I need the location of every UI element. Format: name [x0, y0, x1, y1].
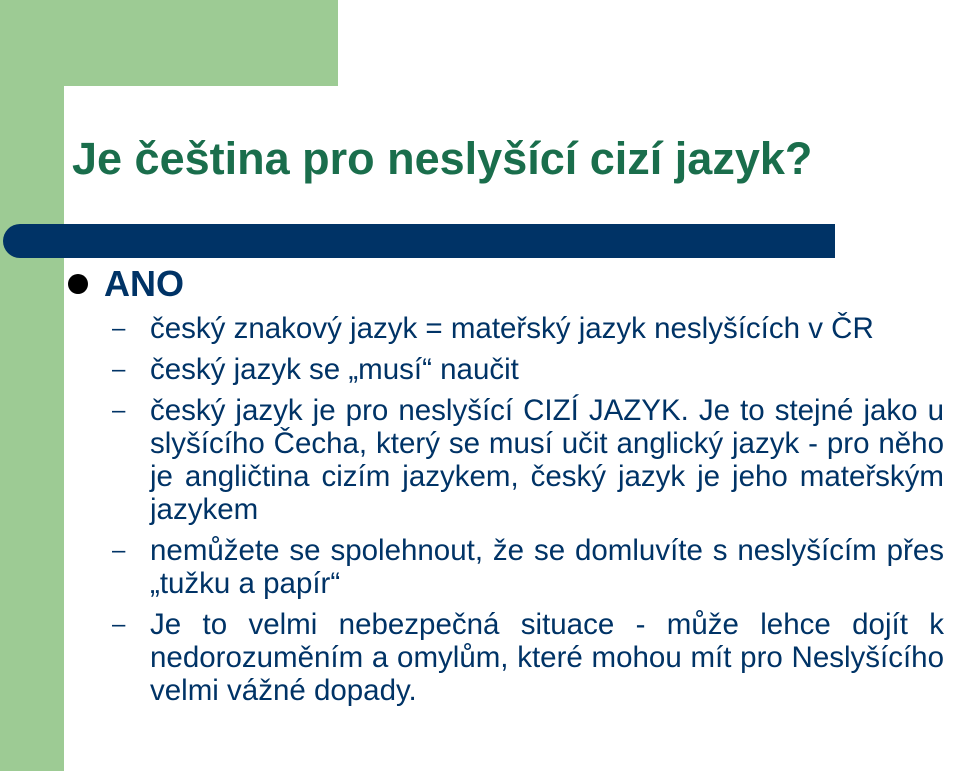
bullet-dot-icon — [68, 274, 88, 294]
dash-icon: – — [112, 611, 126, 638]
decorative-green-bar-left — [0, 0, 64, 771]
sub-bullet-list — [112, 312, 944, 715]
sub-bullet-item — [112, 608, 944, 707]
main-bullet — [68, 262, 184, 306]
title-underline-bar — [3, 224, 835, 258]
sub-bullet-text: český znakový jazyk = mateřský jazyk neslyšících v ČR — [150, 312, 874, 345]
sub-bullet-text: nemůžete se spolehnout, že se domluvíte s neslyšícím přes „tužku a papír“ — [150, 534, 944, 600]
dash-icon: – — [112, 315, 126, 342]
main-bullet-label: ANO — [104, 263, 184, 304]
sub-bullet-item — [112, 312, 944, 345]
sub-bullet-item — [112, 394, 944, 526]
sub-bullet-text: český jazyk je pro neslyšící CIZÍ JAZYK. Je to stejné jako u slyšícího Čecha, který se musí učit anglický jazyk - pro něho je angličtina cizím jazykem, český jazyk je jeho mateřským jazykem — [150, 394, 944, 526]
dash-icon: – — [112, 397, 126, 424]
sub-bullet-item — [112, 353, 944, 386]
dash-icon: – — [112, 356, 126, 383]
sub-bullet-text: český jazyk se „musí“ naučit — [150, 353, 519, 386]
sub-bullet-text: Je to velmi nebezpečná situace - může lehce dojít k nedorozuměním a omylům, které mohou mít pro Neslyšícího velmi vážné dopady. — [150, 608, 944, 707]
slide-title: Je čeština pro neslyšící cizí jazyk? — [72, 133, 813, 184]
dash-icon: – — [112, 537, 126, 564]
sub-bullet-item — [112, 534, 944, 600]
